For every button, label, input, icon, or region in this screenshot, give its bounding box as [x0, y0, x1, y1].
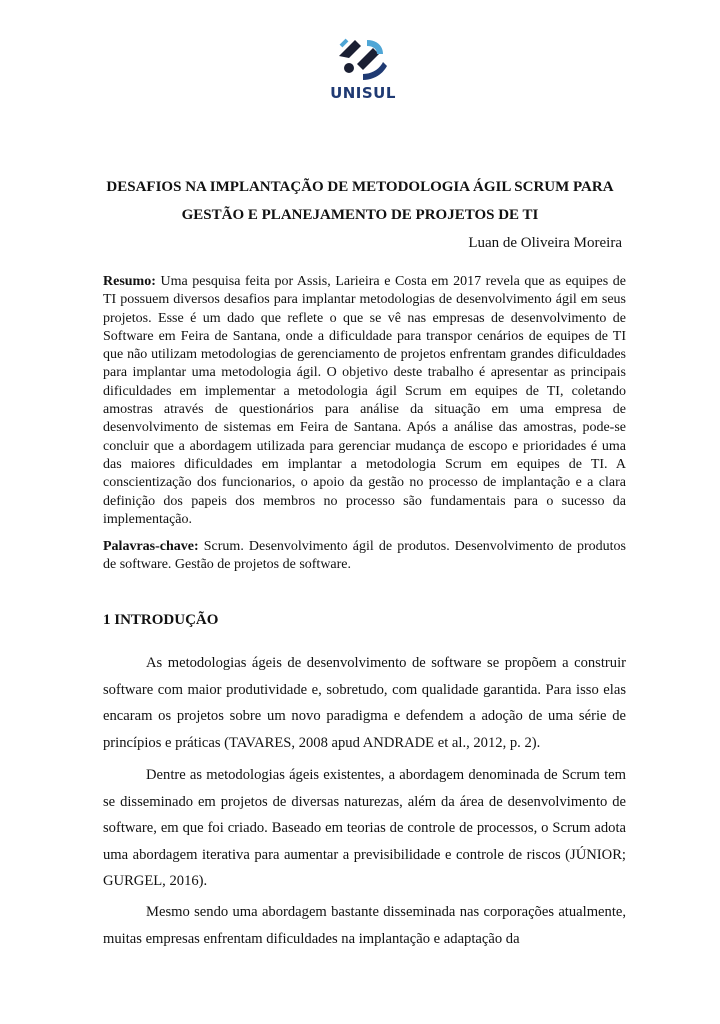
- keywords-label: Palavras-chave:: [103, 539, 199, 554]
- section-heading-introduction: 1 INTRODUÇÃO: [103, 612, 219, 628]
- body-paragraph: Mesmo sendo uma abordagem bastante disseminada nas corporações atualmente, muitas empresas enfrentam dificuldades na implantação e adaptação da: [103, 904, 626, 947]
- unisul-logo-icon: [333, 34, 393, 80]
- unisul-logo: [318, 34, 408, 104]
- paper-title-line-2: GESTÃO E PLANEJAMENTO DE PROJETOS DE TI: [181, 207, 539, 223]
- paper-title-line-1: DESAFIOS NA IMPLANTAÇÃO DE METODOLOGIA ÁGIL SCRUM PARA: [106, 179, 614, 195]
- keywords: [103, 538, 626, 575]
- logo-wordmark: UNISUL: [330, 84, 396, 102]
- body-paragraph: Dentre as metodologias ágeis existentes, a abordagem denominada de Scrum tem se disseminado em projetos de diversas naturezas, além da área de desenvolvimento de software, em que foi criado. Baseado em teorias de controle de processos, o Scrum adota uma abordagem iterativa para aumentar a previsibilidade e controle de riscos (JÚNIOR; GURGEL, 2016).: [103, 767, 626, 889]
- abstract-label: Resumo:: [103, 274, 156, 289]
- keywords-text: Scrum. Desenvolvimento ágil de produtos. Desenvolvimento de produtos de software. Gestão de projetos de software.: [103, 539, 626, 573]
- abstract-text: Uma pesquisa feita por Assis, Larieira e Costa em 2017 revela que as equipes de TI possuem diversos desafios para implantar metodologias de desenvolvimento ágil em seus projetos. Esse é um dado que reflete o que se vê nas empresas de desenvolvimento de Software em Feira de Santana, onde a dificuldade para transpor cenários de equipes de TI que não utilizam metodologias de gerenciamento de projetos enfrentam grandes dificuldades para implantar uma metodologia ágil. O objetivo deste trabalho é apresentar as principais dificuldades em implementar a metodologia ágil Scrum em equipes de TI, coletando amostras através de questionários para análise da situação em uma empresa de desenvolvimento de sistemas em Feira de Santana. Após a análise das amostras, pode-se concluir que a abordagem utilizada para gerenciar mudança de escopo e prioridades é uma das maiores dificuldades em implantar a metodologia Scrum em equipes de TI. A conscientização dos funcionarios, o apoio da gestão no processo de implantação e a clara definição dos papeis dos membros no processo são fundamentais para o sucesso da implementação.: [103, 274, 626, 527]
- author-name: Luan de Oliveira Moreira: [468, 235, 622, 251]
- body-paragraph: As metodologias ágeis de desenvolvimento de software se propõem a construir software com maior produtividade e, sobretudo, com qualidade garantida. Para isso elas encaram os projetos sobre um novo paradigma e defendem a adoção de uma série de princípios e práticas (TAVARES, 2008 apud ANDRADE et al., 2012, p. 2).: [103, 655, 626, 751]
- abstract: [103, 273, 626, 529]
